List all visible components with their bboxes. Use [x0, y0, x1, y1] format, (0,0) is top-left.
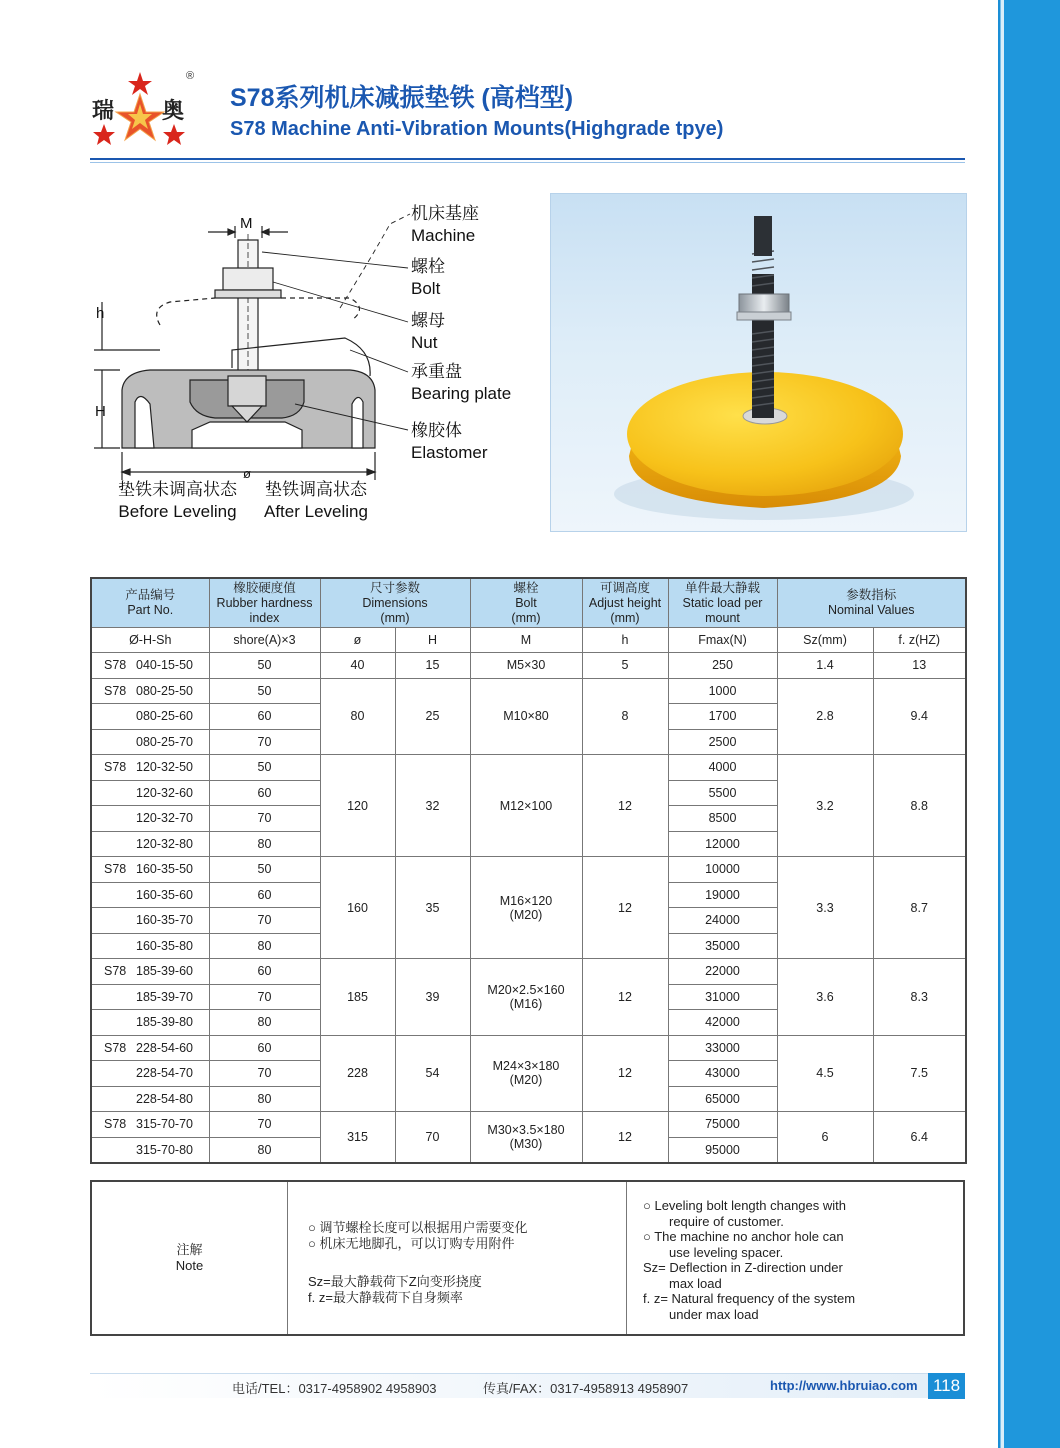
product-photo: [550, 193, 967, 532]
static-load-cell: 33000: [668, 1035, 777, 1061]
height-cell: 39: [395, 959, 470, 1036]
company-logo: [90, 70, 210, 152]
adjust-height-cell: 8: [582, 678, 668, 755]
frequency-cell: 7.5: [873, 1035, 966, 1112]
part-number-cell: [91, 831, 209, 857]
series-code: S78: [104, 683, 127, 698]
part-code: 040-15-50: [136, 658, 193, 673]
series-code: S78: [104, 1117, 127, 1132]
label-elastomer: 橡胶体 Elastomer: [411, 421, 488, 462]
height-cell: 15: [395, 653, 470, 679]
adjust-height-cell: 12: [582, 959, 668, 1036]
static-load-cell: 2500: [668, 729, 777, 755]
part-number-cell: [91, 1035, 209, 1061]
static-load-cell: 43000: [668, 1061, 777, 1087]
static-load-cell: 19000: [668, 882, 777, 908]
frequency-cell: 9.4: [873, 678, 966, 755]
shore-hardness-cell: 70: [209, 908, 320, 934]
label-after-leveling: 垫铁调高状态 After Leveling: [264, 480, 368, 521]
label-before-leveling: 垫铁未调高状态 Before Leveling: [118, 480, 237, 521]
subheader-phi: ø: [320, 628, 395, 653]
deflection-cell: 1.4: [777, 653, 873, 679]
height-cell: 32: [395, 755, 470, 857]
table-row: [91, 1112, 966, 1138]
shore-hardness-cell: 70: [209, 729, 320, 755]
height-cell: 54: [395, 1035, 470, 1112]
part-number-cell: [91, 755, 209, 781]
footer-website-link[interactable]: http://www.hbruiao.com: [770, 1378, 918, 1393]
shore-hardness-cell: 50: [209, 857, 320, 883]
shore-hardness-cell: 80: [209, 1137, 320, 1163]
footer-telephone: 电话/TEL：0317-4958902 4958903: [232, 1381, 437, 1396]
frequency-cell: 6.4: [873, 1112, 966, 1164]
bolt-size: M12×100: [499, 798, 553, 813]
subheader-height: H: [395, 628, 470, 653]
diameter-cell: 40: [320, 653, 395, 679]
bolt-size-cell: [470, 959, 582, 1036]
shore-hardness-cell: 60: [209, 959, 320, 985]
series-code: S78: [104, 658, 127, 673]
note-english-line: ○ The machine no anchor hole can: [643, 1229, 844, 1244]
bolt-size-cell: [470, 653, 582, 679]
specification-table-body: [91, 653, 966, 1164]
adjust-height-cell: 5: [582, 653, 668, 679]
diameter-cell: 185: [320, 959, 395, 1036]
part-code: 228-54-60: [136, 1040, 193, 1055]
part-number-cell: [91, 806, 209, 832]
header-rubber-hardness: 橡胶硬度值 Rubber hardness index: [209, 578, 320, 628]
part-number-cell: [91, 1010, 209, 1036]
subheader-bolt: M: [470, 628, 582, 653]
shore-hardness-cell: 50: [209, 678, 320, 704]
subheader-adjust: h: [582, 628, 668, 653]
shore-hardness-cell: 80: [209, 831, 320, 857]
deflection-cell: 6: [777, 1112, 873, 1164]
static-load-cell: 35000: [668, 933, 777, 959]
note-english-line: require of customer.: [669, 1213, 784, 1229]
diameter-cell: 160: [320, 857, 395, 959]
frequency-cell: 8.8: [873, 755, 966, 857]
header-bolt: 螺栓 Bolt (mm): [470, 578, 582, 628]
part-code: 120-32-60: [136, 785, 193, 800]
part-number-cell: [91, 1061, 209, 1087]
part-number-cell: [91, 857, 209, 883]
part-code: 228-54-70: [136, 1066, 193, 1081]
subheader-fmax: Fmax(N): [668, 628, 777, 653]
subheader-fz: f. z(HZ): [873, 628, 966, 653]
shore-hardness-cell: 60: [209, 704, 320, 730]
static-load-cell: 24000: [668, 908, 777, 934]
shore-hardness-cell: 50: [209, 755, 320, 781]
registered-mark: ®: [186, 70, 195, 82]
part-code: 160-35-60: [136, 887, 193, 902]
static-load-cell: 5500: [668, 780, 777, 806]
logo-char-ao: 奥: [162, 98, 185, 124]
note-english-line: max load: [669, 1275, 722, 1291]
dim-phi-label: ø: [243, 466, 251, 481]
page-footer: [90, 1373, 965, 1398]
part-number-cell: [91, 908, 209, 934]
part-code: 120-32-70: [136, 811, 193, 826]
shore-hardness-cell: 60: [209, 780, 320, 806]
series-code: S78: [104, 862, 127, 877]
bolt-size-cell: [470, 678, 582, 755]
static-load-cell: 95000: [668, 1137, 777, 1163]
part-code: 228-54-80: [136, 1091, 193, 1106]
frequency-cell: 8.3: [873, 959, 966, 1036]
bolt-alt-size: (M30): [509, 1137, 543, 1151]
bolt-size: M30×3.5×180: [487, 1123, 565, 1137]
bolt-size-cell: [470, 1035, 582, 1112]
bolt-alt-size: (M20): [509, 1073, 543, 1088]
diameter-cell: 315: [320, 1112, 395, 1164]
part-code: 120-32-50: [136, 760, 193, 775]
static-load-cell: 42000: [668, 1010, 777, 1036]
part-code: 160-35-50: [136, 862, 193, 877]
subheader-shore: shore(A)×3: [209, 628, 320, 653]
static-load-cell: 22000: [668, 959, 777, 985]
frequency-cell: 8.7: [873, 857, 966, 959]
note-english: [627, 1182, 963, 1334]
deflection-cell: 3.6: [777, 959, 873, 1036]
note-chinese: ○ 调节螺栓长度可以根据用户需要变化 ○ 机床无地脚孔，可以订购专用附件 Sz=最大静载荷下Z向变形挠度 f. z=最大静载荷下自身频率: [288, 1182, 627, 1334]
header-part-no: 产品编号 Part No.: [91, 578, 209, 628]
deflection-cell: 2.8: [777, 678, 873, 755]
part-code: 185-39-80: [136, 1015, 193, 1030]
shore-hardness-cell: 80: [209, 1010, 320, 1036]
part-code: 185-39-70: [136, 989, 193, 1004]
note-label: 注解 Note: [92, 1182, 288, 1334]
series-code: S78: [104, 964, 127, 979]
dim-h-label: H: [95, 403, 106, 420]
table-row: [91, 653, 966, 679]
frequency-cell: 13: [873, 653, 966, 679]
part-code: 315-70-70: [136, 1117, 193, 1132]
part-number-cell: [91, 882, 209, 908]
part-number-cell: [91, 653, 209, 679]
diameter-cell: 80: [320, 678, 395, 755]
header-dimensions: 尺寸参数 Dimensions (mm): [320, 578, 470, 628]
shore-hardness-cell: 60: [209, 882, 320, 908]
table-row: [91, 1035, 966, 1061]
table-row: [91, 857, 966, 883]
mount-cross-section-diagram: [90, 190, 530, 530]
logo-char-rui: 瑞: [92, 98, 115, 124]
shore-hardness-cell: 70: [209, 1112, 320, 1138]
shore-hardness-cell: 50: [209, 653, 320, 679]
note-box: [90, 1180, 965, 1336]
height-cell: 25: [395, 678, 470, 755]
static-load-cell: 65000: [668, 1086, 777, 1112]
header-divider-thin: [90, 162, 965, 163]
note-english-line: use leveling spacer.: [669, 1244, 784, 1260]
adjust-height-cell: 12: [582, 857, 668, 959]
header-adjust-height: 可调高度 Adjust height (mm): [582, 578, 668, 628]
shore-hardness-cell: 70: [209, 1061, 320, 1087]
static-load-cell: 31000: [668, 984, 777, 1010]
static-load-cell: 4000: [668, 755, 777, 781]
part-number-cell: [91, 1086, 209, 1112]
side-color-bar: [998, 0, 1060, 1448]
part-code: 315-70-80: [136, 1142, 193, 1157]
bolt-size: M5×30: [506, 658, 546, 673]
adjust-height-cell: 12: [582, 1035, 668, 1112]
series-code: S78: [104, 1040, 127, 1055]
adjust-height-cell: 12: [582, 755, 668, 857]
part-number-cell: [91, 933, 209, 959]
series-code: S78: [104, 760, 127, 775]
part-code: 080-25-50: [136, 683, 193, 698]
part-code: 185-39-60: [136, 964, 193, 979]
static-load-cell: 12000: [668, 831, 777, 857]
shore-hardness-cell: 80: [209, 933, 320, 959]
part-number-cell: [91, 729, 209, 755]
part-number-cell: [91, 780, 209, 806]
shore-hardness-cell: 80: [209, 1086, 320, 1112]
bolt-size: M24×3×180: [492, 1059, 560, 1074]
static-load-cell: 8500: [668, 806, 777, 832]
subheader-part-code: Ø-H-Sh: [91, 628, 209, 653]
part-number-cell: [91, 959, 209, 985]
header-divider: [90, 158, 965, 160]
bolt-size: M20×2.5×160: [487, 982, 565, 997]
shore-hardness-cell: 70: [209, 806, 320, 832]
part-number-cell: [91, 1112, 209, 1138]
note-english-line: f. z= Natural frequency of the system: [643, 1291, 856, 1306]
bolt-size-cell: [470, 1112, 582, 1164]
bolt-size: M10×80: [503, 709, 549, 724]
header-static-load: 单件最大静载 Static load per mount: [668, 578, 777, 628]
header-nominal-values: 参数指标 Nominal Values: [777, 578, 966, 628]
static-load-cell: 1700: [668, 704, 777, 730]
static-load-cell: 75000: [668, 1112, 777, 1138]
deflection-cell: 3.2: [777, 755, 873, 857]
bolt-size-cell: [470, 755, 582, 857]
part-number-cell: [91, 704, 209, 730]
adjust-height-cell: 12: [582, 1112, 668, 1164]
height-cell: 35: [395, 857, 470, 959]
static-load-cell: 1000: [668, 678, 777, 704]
shore-hardness-cell: 60: [209, 1035, 320, 1061]
bolt-size: M16×120: [499, 893, 553, 908]
table-row: [91, 755, 966, 781]
diameter-cell: 228: [320, 1035, 395, 1112]
table-row: [91, 959, 966, 985]
note-english-line: ○ Leveling bolt length changes with: [643, 1198, 846, 1213]
footer-fax: 传真/FAX：0317-4958913 4958907: [483, 1381, 689, 1396]
label-bearing-plate: 承重盘 Bearing plate: [411, 362, 512, 403]
part-number-cell: [91, 1137, 209, 1163]
table-row: [91, 678, 966, 704]
subheader-sz: Sz(mm): [777, 628, 873, 653]
page-title-en: S78 Machine Anti-Vibration Mounts(Highgrade tpye): [230, 118, 724, 140]
page-title-cn: S78系列机床减振垫铁 (高档型): [230, 84, 574, 112]
part-code: 160-35-80: [136, 938, 193, 953]
diameter-cell: 120: [320, 755, 395, 857]
part-code: 120-32-80: [136, 836, 193, 851]
height-cell: 70: [395, 1112, 470, 1164]
part-code: 160-35-70: [136, 913, 193, 928]
part-number-cell: [91, 678, 209, 704]
label-bolt: 螺栓 Bolt: [411, 257, 445, 298]
deflection-cell: 4.5: [777, 1035, 873, 1112]
note-english-line: under max load: [669, 1306, 759, 1322]
dim-m-label: M: [240, 215, 253, 232]
deflection-cell: 3.3: [777, 857, 873, 959]
label-machine: 机床基座 Machine: [411, 204, 479, 245]
bolt-alt-size: (M16): [509, 996, 543, 1011]
part-code: 080-25-60: [136, 709, 193, 724]
yellow-mount-image: [551, 194, 966, 531]
label-nut: 螺母 Nut: [411, 311, 445, 352]
part-number-cell: [91, 984, 209, 1010]
dim-h-small-label: h: [96, 305, 105, 322]
part-code: 080-25-70: [136, 734, 193, 749]
shore-hardness-cell: 70: [209, 984, 320, 1010]
bolt-alt-size: (M20): [509, 907, 543, 922]
specification-table: [90, 577, 967, 1164]
bolt-size-cell: [470, 857, 582, 959]
note-english-line: Sz= Deflection in Z-direction under: [643, 1260, 843, 1275]
static-load-cell: 10000: [668, 857, 777, 883]
static-load-cell: 250: [668, 653, 777, 679]
page-number: 118: [928, 1373, 965, 1399]
